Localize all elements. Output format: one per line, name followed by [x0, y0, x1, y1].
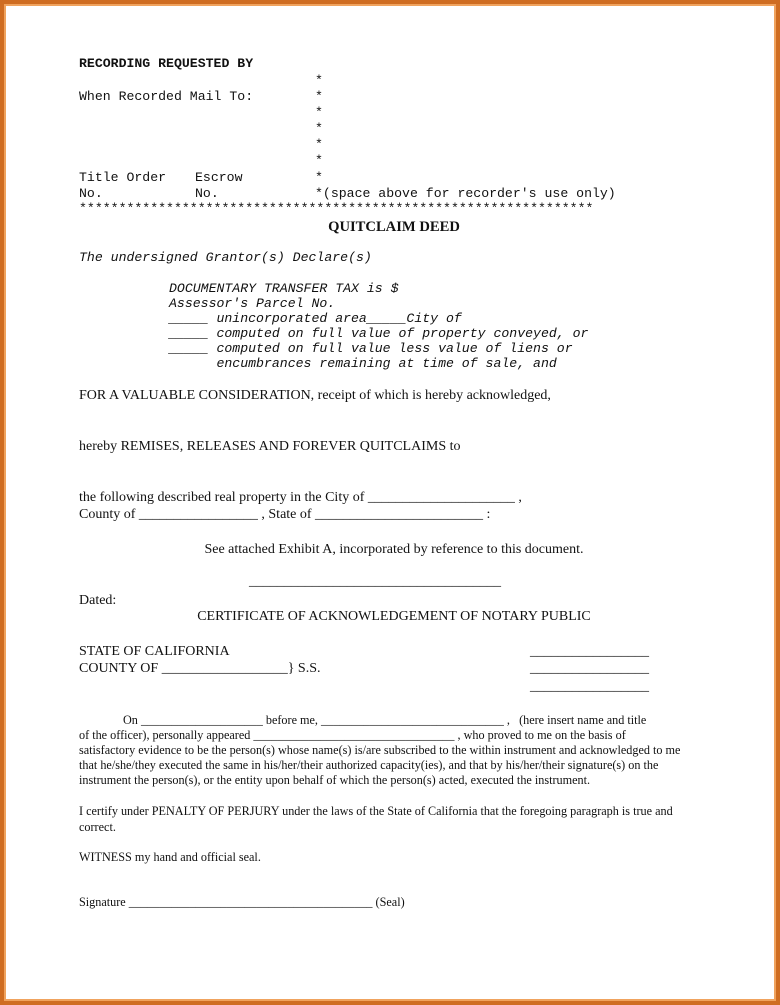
parcel-no-line: Assessor's Parcel No. [169, 296, 336, 311]
right-blank-line: _________________ [530, 661, 649, 676]
property-county-state-line: County of _________________ , State of ________________________ : [79, 507, 491, 522]
property-city-line: the following described real property in the City of _____________________ , [79, 490, 522, 505]
encumbrances-line: encumbrances remaining at time of sale, and [169, 356, 557, 371]
page-title: QUITCLAIM DEED [328, 219, 460, 235]
consideration-text: FOR A VALUABLE CONSIDERATION, receipt of which is hereby acknowledged, [79, 388, 551, 403]
dated-label: Dated: [79, 593, 117, 608]
perjury-line: I certify under PENALTY OF PERJURY under the laws of the State of California that the foregoing paragraph is true and [79, 804, 673, 818]
star-divider: ***************************************************************** [79, 201, 594, 216]
recorder-star: * [315, 170, 323, 185]
witness-line: WITNESS my hand and official seal. [79, 850, 261, 864]
title-order-label: Title Order [79, 170, 167, 185]
remises-text: hereby REMISES, RELEASES AND FOREVER QUITCLAIMS to [79, 439, 461, 454]
recorder-space-note: *(space above for recorder's use only) [315, 186, 616, 201]
recorder-star: * [315, 105, 323, 120]
recorder-star: * [315, 153, 323, 168]
ack-line: of the officer), personally appeared _________________________________ , who proved to me on the basis of [79, 728, 626, 742]
transfer-tax-line: DOCUMENTARY TRANSFER TAX is $ [169, 281, 399, 296]
escrow-no-label: No. [195, 186, 219, 201]
recorder-star: * [315, 137, 323, 152]
state-of-california: STATE OF CALIFORNIA [79, 644, 230, 659]
when-recorded-mail-to: When Recorded Mail To: [79, 89, 254, 104]
county-of-line: COUNTY OF __________________} S.S. [79, 661, 321, 676]
signature-blank-line: ____________________________________ [249, 574, 501, 589]
notary-heading: CERTIFICATE OF ACKNOWLEDGEMENT OF NOTARY PUBLIC [197, 609, 591, 624]
recorder-star: * [315, 89, 323, 104]
right-blank-line: _________________ [530, 644, 649, 659]
less-liens-line: _____ computed on full value less value of liens or [169, 341, 573, 356]
full-value-line: _____ computed on full value of property conveyed, or [169, 326, 589, 341]
title-order-no-label: No. [79, 186, 103, 201]
ack-line: instrument the person(s), or the entity upon behalf of which the person(s) acted, executed the instrument. [79, 773, 591, 787]
unincorporated-line: _____ unincorporated area_____City of [169, 311, 462, 326]
recorder-star: * [315, 121, 323, 136]
recorder-star: * [315, 73, 323, 88]
ack-line: satisfactory evidence to be the person(s) whose name(s) is/are subscribed to the within instrument and acknowledged to me [79, 743, 681, 757]
right-blank-line: _________________ [530, 679, 649, 694]
escrow-label: Escrow [195, 170, 243, 185]
ack-line: that he/she/they executed the same in his/her/their authorized capacity(ies), and that by his/her/their signature(s) on the [79, 758, 659, 772]
ack-line: On ____________________ before me, ______________________________ , (here insert name and title [123, 713, 647, 727]
recording-requested-by: RECORDING REQUESTED BY [79, 56, 254, 71]
perjury-line: correct. [79, 820, 116, 834]
signature-line: Signature ________________________________________ (Seal) [79, 895, 405, 909]
exhibit-note: See attached Exhibit A, incorporated by reference to this document. [204, 542, 584, 557]
grantor-declare: The undersigned Grantor(s) Declare(s) [79, 250, 372, 265]
